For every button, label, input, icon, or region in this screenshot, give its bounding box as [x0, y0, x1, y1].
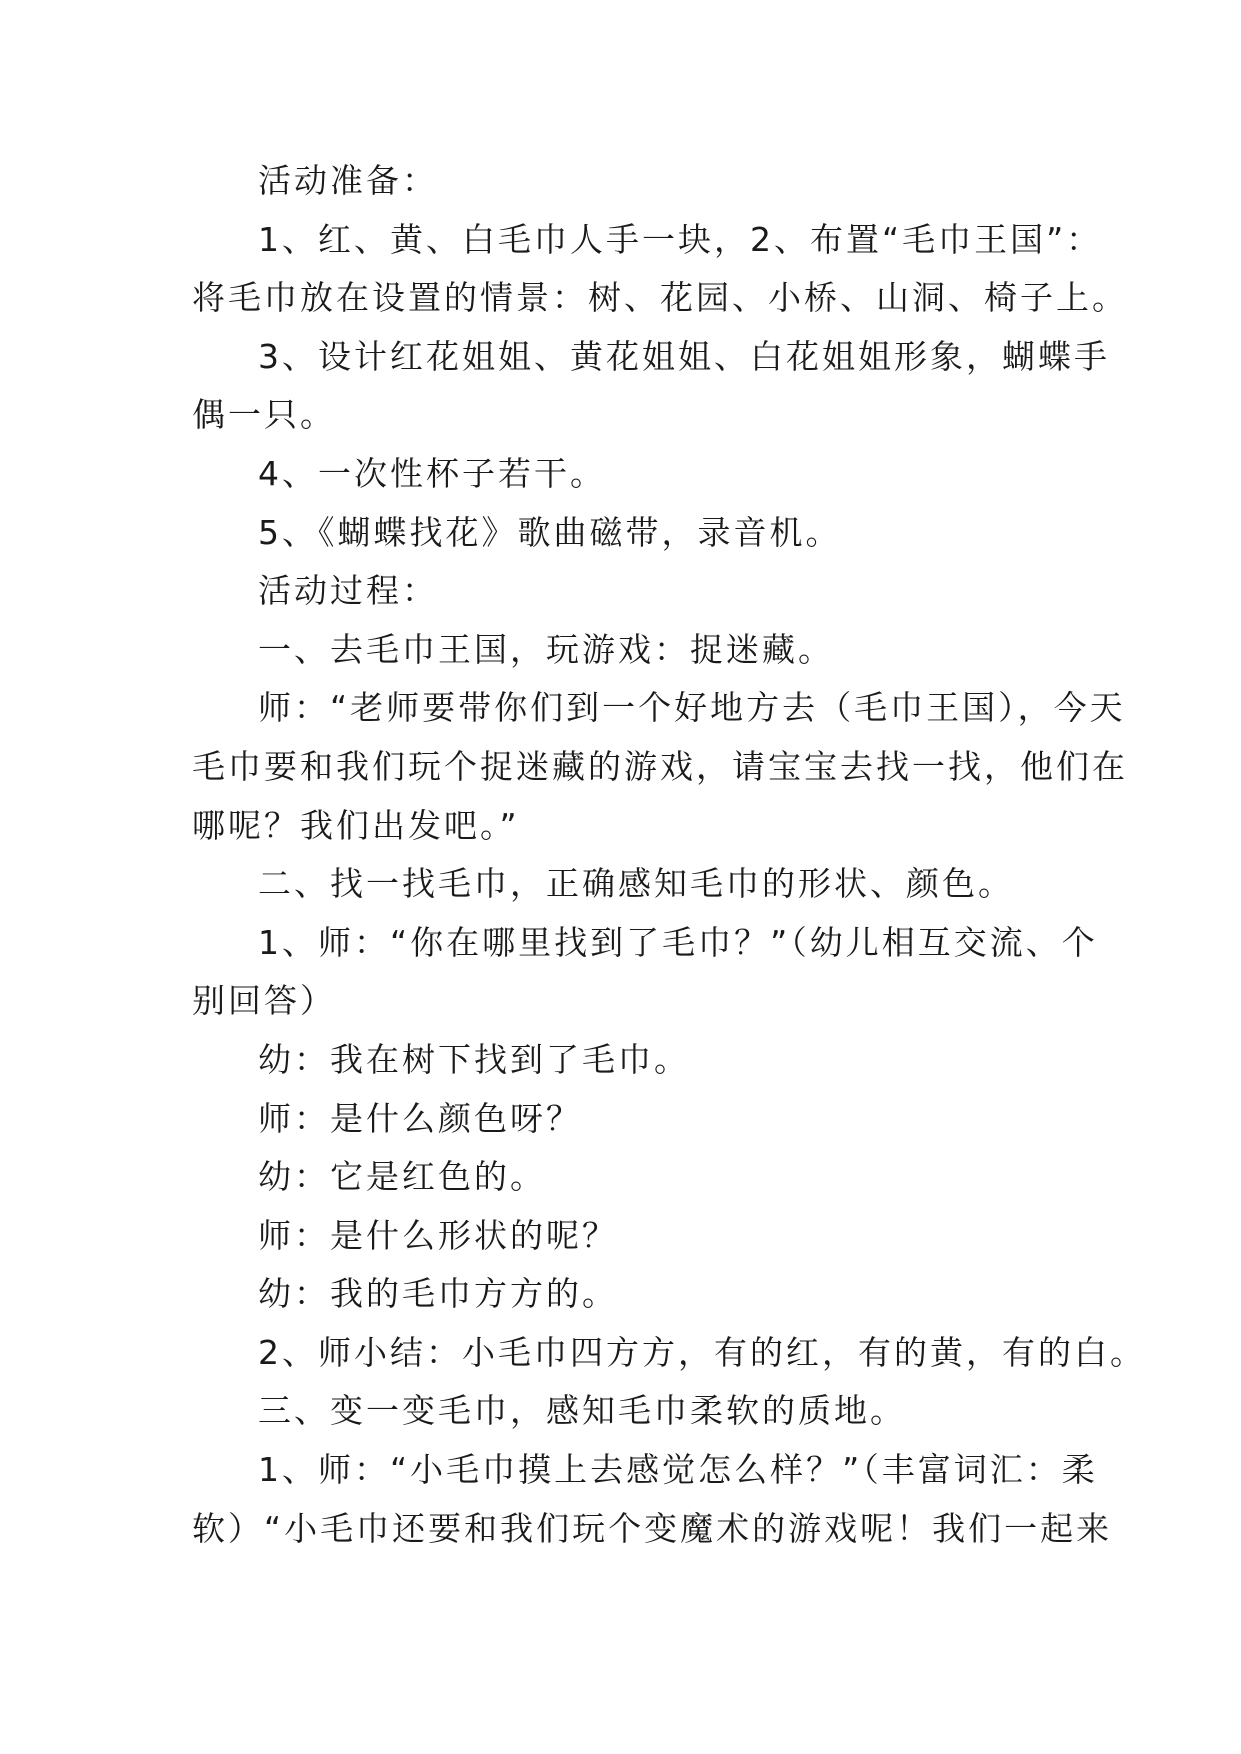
text-line: 幼：我的毛巾方方的。 [258, 1274, 618, 1314]
text-line: 三、变一变毛巾，感知毛巾柔软的质地。 [258, 1391, 906, 1431]
text-line: 师：“老师要带你们到一个好地方去（毛巾王国），今天 [258, 688, 1126, 728]
text-line: 活动过程： [258, 571, 438, 611]
text-line: 二、找一找毛巾，正确感知毛巾的形状、颜色。 [258, 864, 1014, 904]
text-line: 2、师小结：小毛巾四方方，有的红，有的黄，有的白。 [258, 1332, 1146, 1372]
text-line: 1、师：“你在哪里找到了毛巾？”（幼儿相互交流、个 [258, 922, 1098, 962]
document-body [192, 152, 1146, 1558]
text-line: 软）“小毛巾还要和我们玩个变魔术的游戏呢！我们一起来 [192, 1508, 1113, 1548]
text-line: 毛巾要和我们玩个捉迷藏的游戏，请宝宝去找一找，他们在 [192, 746, 1128, 786]
text-line: 幼：我在树下找到了毛巾。 [258, 1039, 690, 1079]
text-line: 1、红、黄、白毛巾人手一块，2、布置“毛巾王国”： [258, 219, 1103, 259]
text-line: 幼：它是红色的。 [258, 1157, 546, 1197]
text-line: 将毛巾放在设置的情景：树、花园、小桥、山洞、椅子上。 [192, 278, 1128, 318]
text-line: 1、师：“小毛巾摸上去感觉怎么样？”（丰富词汇：柔 [258, 1450, 1098, 1490]
text-line: 活动准备： [258, 161, 438, 200]
text-line: 3、设计红花姐姐、黄花姐姐、白花姐姐形象，蝴蝶手 [258, 336, 1110, 376]
text-line: 别回答） [192, 981, 336, 1021]
text-line: 偶一只。 [192, 395, 336, 435]
text-line: 5、《蝴蝶找花》歌曲磁带，录音机。 [258, 512, 842, 552]
text-line: 师：是什么形状的呢？ [258, 1215, 618, 1255]
text-line: 师：是什么颜色呀？ [258, 1098, 582, 1138]
text-line: 一、去毛巾王国，玩游戏：捉迷藏。 [258, 629, 834, 669]
text-line: 哪呢？我们出发吧。” [192, 805, 520, 845]
text-line: 4、一次性杯子若干。 [258, 453, 606, 493]
